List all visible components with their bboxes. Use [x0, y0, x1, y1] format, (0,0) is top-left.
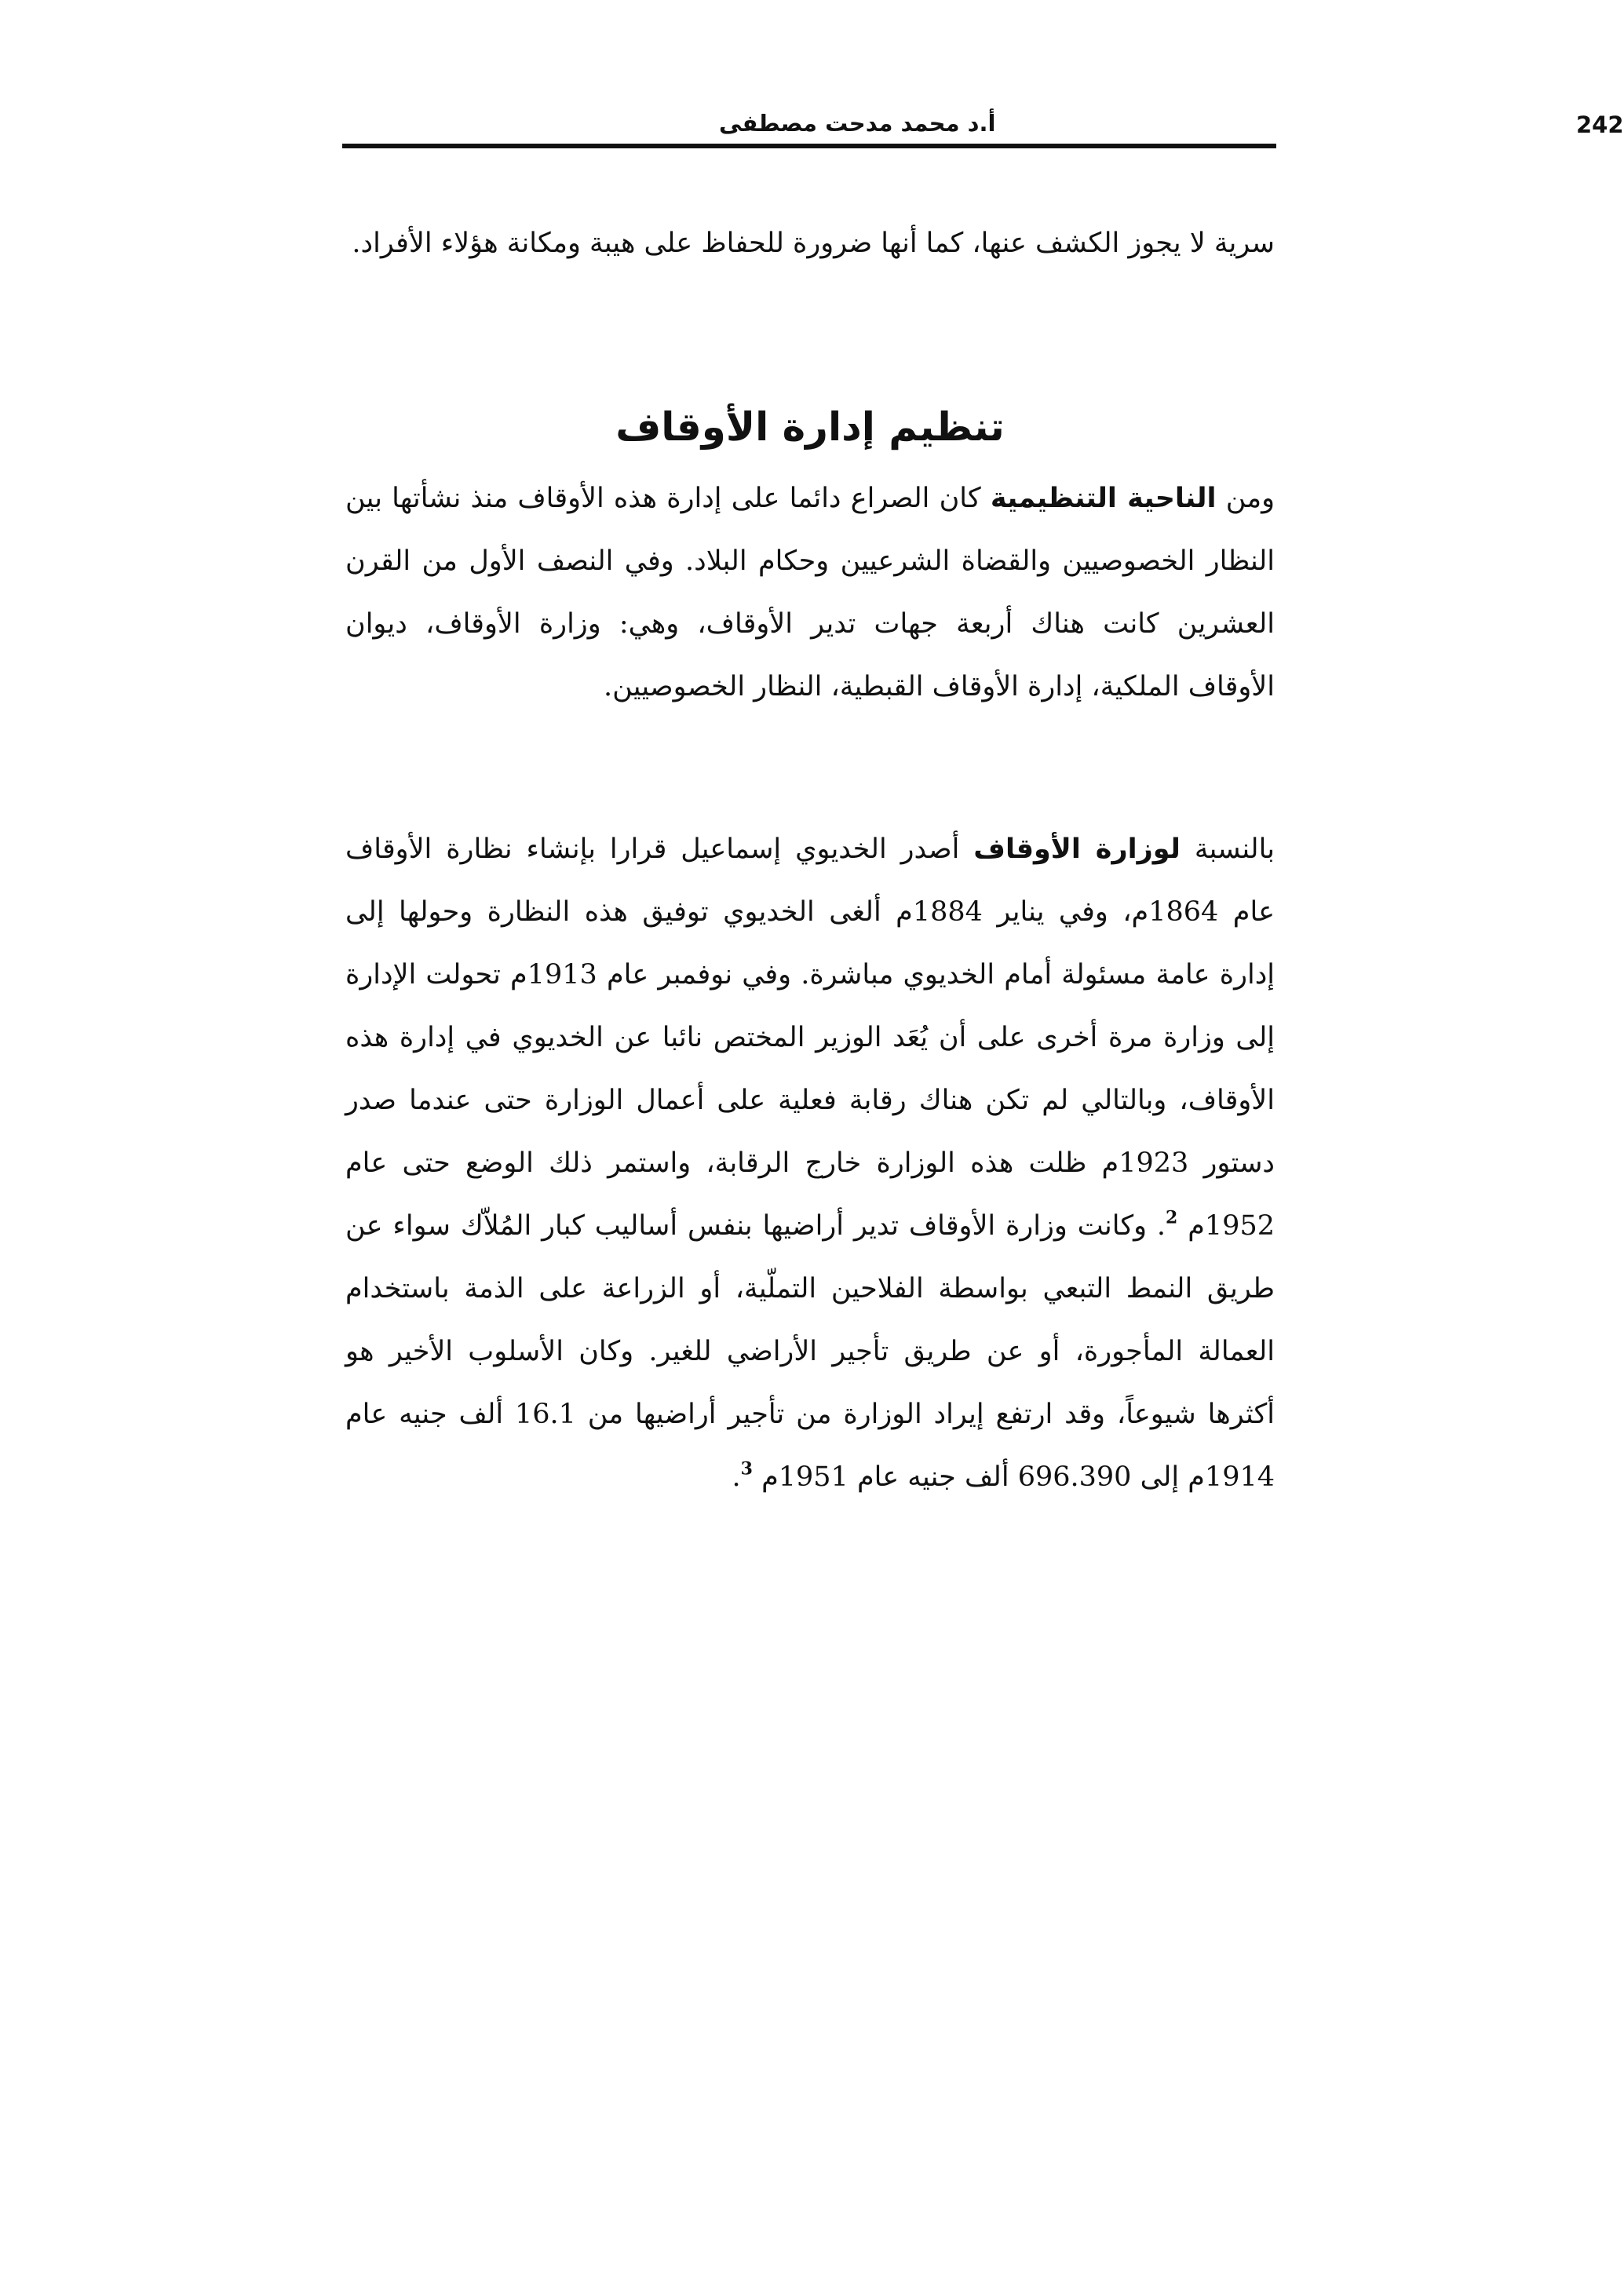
footnote-reference: 3 — [740, 1458, 753, 1479]
header-rule — [342, 144, 1276, 148]
paragraph-lead-word: بالنسبة — [1194, 834, 1275, 865]
paragraph-body: كان الصراع دائما على إدارة هذه الأوقاف منذ نشأتها بين النظار الخصوصيين والقضاة الشرعيين وحكام البلاد. وفي النصف الأول من القرن العشرين كانت هناك أربعة جهات تدير الأوقاف، وهي: وزارة الأوقاف، ديوان الأوقاف الملكية، إدارة الأوقاف القبطية، النظار الخصوصيين. — [345, 483, 1275, 702]
footnote-reference: 2 — [1166, 1207, 1178, 1228]
page-number: 242 — [1576, 111, 1624, 138]
paragraph-lead-word: ومن — [1225, 483, 1275, 514]
section-heading: تنظيم إدارة الأوقاف — [615, 404, 1005, 450]
paragraph-end-punctuation: . — [732, 1461, 741, 1493]
author-name: أ.د محمد مدحت مصطفى — [719, 110, 996, 137]
running-header — [342, 104, 1624, 144]
paragraph-ministry-of-awqaf — [345, 818, 1275, 1509]
paragraph-body-part-1: أصدر الخديوي إسماعيل قرارا بإنشاء نظارة الأوقاف عام 1864م، وفي يناير 1884م ألغى الخديوي توفيق هذه النظارة وحولها إلى إدارة عامة مسئولة أمام الخديوي مباشرة. وفي نوفمبر عام 1913م تحولت الإدارة إلى وزارة مرة أخرى على أن يُعَد الوزير المختص نائبا عن الخديوي في إدارة هذه الأوقاف، وبالتالي لم تكن هناك رقابة فعلية على أعمال الوزارة حتى عندما صدر دستور 1923م ظلت هذه الوزارة خارج الرقابة، واستمر ذلك الوضع حتى عام 1952م — [345, 834, 1275, 1242]
paragraph-organizational-aspect — [345, 467, 1275, 718]
bold-term: لوزارة الأوقاف — [973, 834, 1181, 865]
paragraph-body-part-2: . وكانت وزارة الأوقاف تدير أراضيها بنفس أساليب كبار المُلاّك سواء عن طريق النمط التبعي بواسطة الفلاحين التملّية، أو الزراعة على الذمة باستخدام العمالة المأجورة، أو عن طريق تأجير الأراضي للغير. وكان الأسلوب الأخير هو أكثرها شيوعاً، وقد ارتفع إيراد الوزارة من تأجير أراضيها من 16.1 ألف جنيه عام 1914م إلى 696.390 ألف جنيه عام 1951م — [345, 1210, 1275, 1493]
bold-term: الناحية التنظيمية — [990, 483, 1217, 514]
paragraph-continued: سرية لا يجوز الكشف عنها، كما أنها ضرورة للحفاظ على هيبة ومكانة هؤلاء الأفراد. — [352, 228, 1275, 259]
